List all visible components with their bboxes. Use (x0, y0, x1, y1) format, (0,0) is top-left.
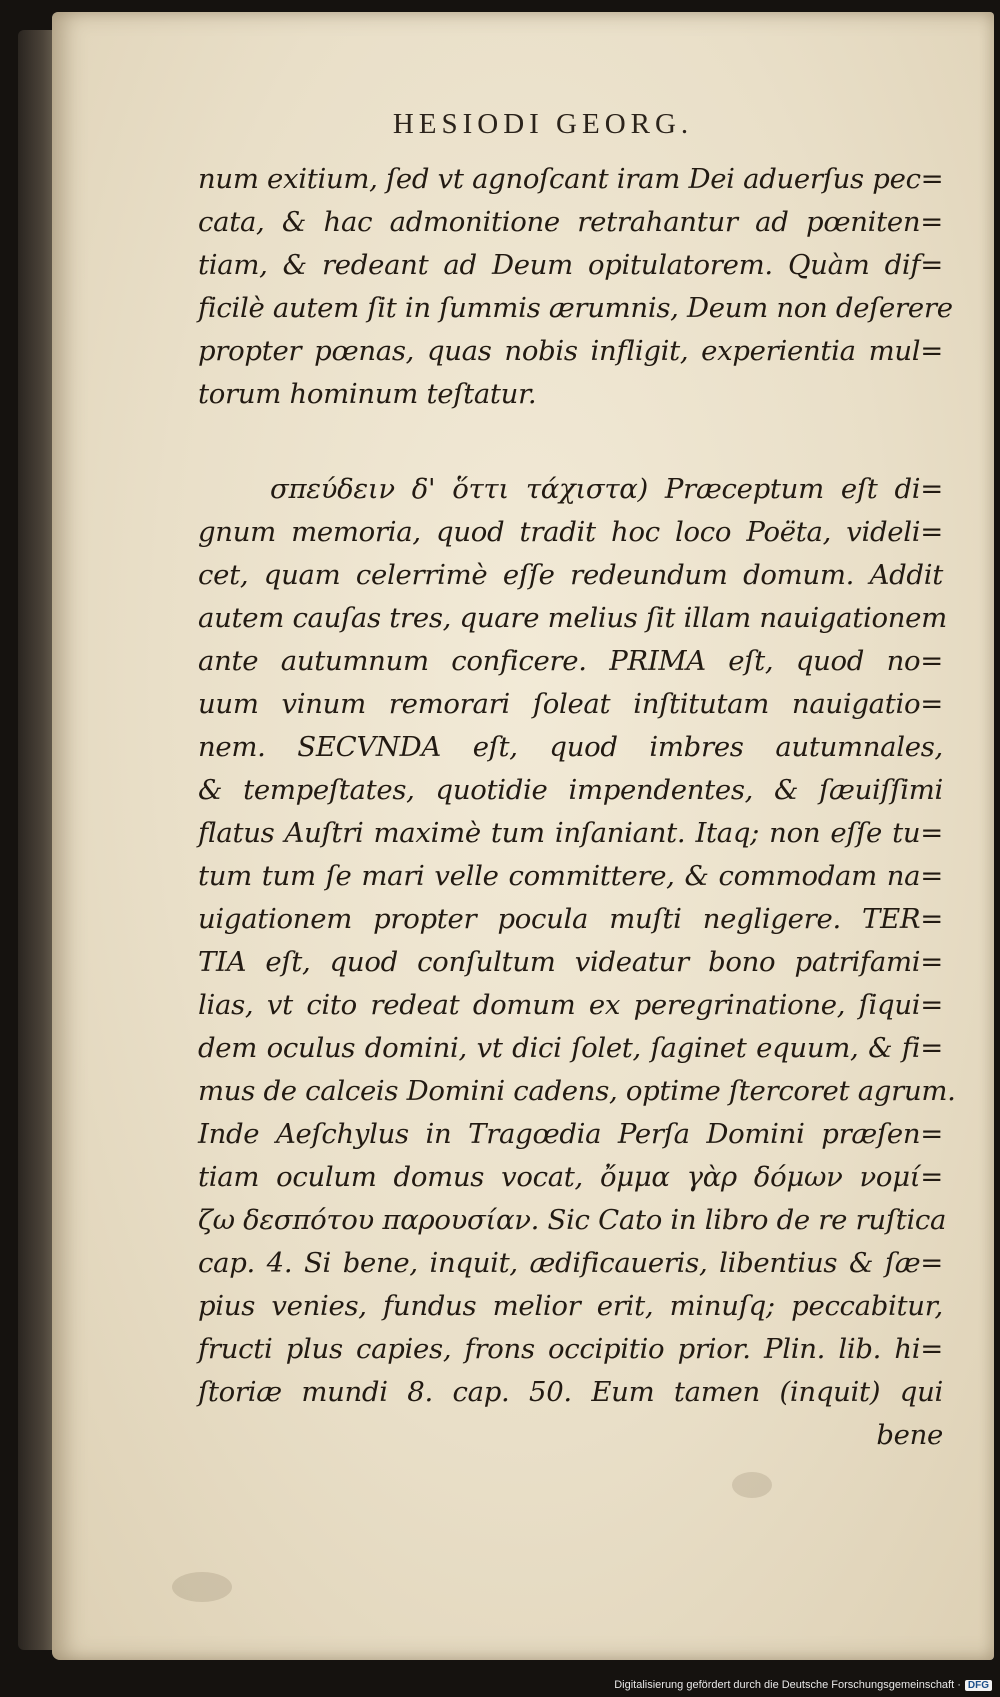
text-line: uigationem propter pocula muſti negligere. TER= (198, 903, 943, 935)
text-line: ζω δεσπότου παρουσίαν. Sic Cato in libro de re ruſtica (198, 1204, 947, 1236)
text-line: dem oculus domini, vt dici ſolet, ſaginet equum, & fi= (198, 1032, 943, 1064)
text-line: gnum memoria, quod tradit hoc loco Poëta, videli= (198, 516, 943, 548)
text-line: nem. SECVNDA eſt, quod imbres autumnales, (198, 731, 943, 763)
paragraph-2 (198, 468, 956, 1457)
dfg-logo: DFG (965, 1680, 992, 1691)
text-line: torum hominum teſtatur. (198, 378, 537, 410)
text-line: lias, vt cito redeat domum ex peregrinatione, ſiqui= (198, 989, 943, 1021)
digitization-credit (614, 1679, 992, 1691)
text-line: Inde Aeſchylus in Tragœdia Perſa Domini præſen= (198, 1118, 943, 1150)
text-line: ſtoriæ mundi 8. cap. 50. Eum tamen (inquit) qui (198, 1376, 943, 1408)
text-line: tum tum ſe mari velle committere, & commodam na= (198, 860, 943, 892)
paper-stain (732, 1472, 772, 1498)
text-line: propter pœnas, quas nobis infligit, experientia mul= (198, 335, 943, 367)
text-line: ante autumnum conficere. PRIMA eſt, quod no= (198, 645, 943, 677)
text-line: flatus Auſtri maximè tum inſaniant. Itaq; non eſſe tu= (198, 817, 943, 849)
page (52, 12, 994, 1660)
paragraph-1 (198, 158, 953, 416)
text-line: cet, quam celerrimè eſſe redeundum domum. Addit (198, 559, 943, 591)
paper-stain (172, 1572, 232, 1602)
text-line: σπεύδειν δ' ὅττι τάχιστα) Præceptum eſt di= (270, 473, 943, 505)
text-line: cata, & hac admonitione retrahantur ad pœniten= (198, 206, 943, 238)
text-line: fructi plus capies, frons occipitio prior. Plin. lib. hi= (198, 1333, 943, 1365)
running-head: HESIODI GEORG. (392, 108, 694, 140)
credit-text: Digitalisierung gefördert durch die Deutsche Forschungsgemeinschaft · (614, 1679, 961, 1691)
text-line: tiam oculum domus vocat, ὄμμα γὰρ δόμων νομί= (198, 1161, 943, 1193)
text-line: TIA eſt, quod conſultum videatur bono patrifami= (198, 946, 943, 978)
text-line: & tempeſtates, quotidie impendentes, & ſæuiſſimi (198, 774, 943, 806)
text-line: uum vinum remorari ſoleat inſtitutam nauigatio= (198, 688, 943, 720)
text-line: cap. 4. Si bene, inquit, ædificaueris, libentius & ſæ= (198, 1247, 943, 1279)
catchword: bene (876, 1419, 943, 1451)
text-line: num exitium, ſed vt agnoſcant iram Dei aduerſus pec= (198, 163, 944, 195)
text-line: ficilè autem ſit in ſummis ærumnis, Deum non deſerere (198, 292, 953, 324)
text-line: mus de calceis Domini cadens, optime ſtercoret agrum. (198, 1075, 956, 1107)
text-line: autem cauſas tres, quare melius ſit illam nauigationem (198, 602, 947, 634)
text-line: tiam, & redeant ad Deum opitulatorem. Quàm dif= (198, 249, 943, 281)
text-line: pius venies, fundus melior erit, minuſq; peccabitur, (198, 1290, 943, 1322)
